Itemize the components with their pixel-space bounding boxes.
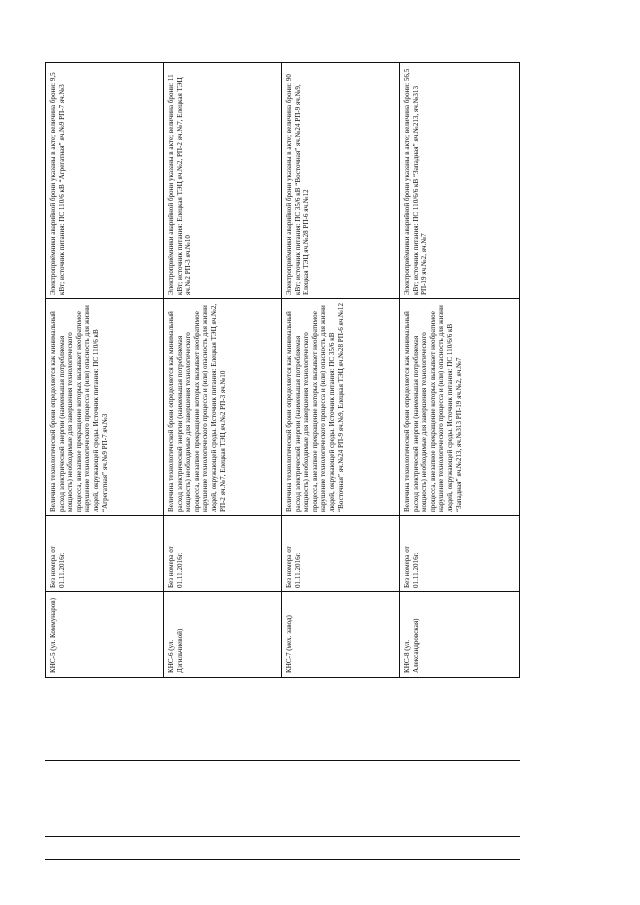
object-cell bbox=[164, 592, 281, 677]
object-cell bbox=[46, 592, 163, 677]
reserve-text: Электроприёмники аварийной брони указаны в акте; величина брони: 9,5 кВт; источник питания: ПС 110/6 кВ “Агрегатная” яч.№9 РП-7 яч.№3 bbox=[49, 72, 66, 295]
rule-line bbox=[45, 859, 520, 860]
description-cell bbox=[282, 299, 399, 516]
object-text: КНС-7 (мех. завод) bbox=[285, 615, 293, 673]
object-text: КНС-8 (ул. Александровская) bbox=[403, 618, 420, 673]
description-text: Величина технологической брони определяется как минимальный расход электрической энергии (наименьшая потребляемая мощность) необходимые для завершения технологического процесса, внезапное прекращение которых вызывает необратимое нарушение технологического процесса и (или) опасность для жизни людей, окружающей среды. Источник питания: Елецкая ТЭЦ яч.№2, РП-2 яч.№7, Елецкая ТЭЦ яч.№2 РП-3 яч.№10 bbox=[167, 303, 227, 512]
reserve-cell bbox=[282, 63, 399, 299]
object-cell bbox=[282, 592, 399, 677]
table-row bbox=[400, 63, 519, 677]
description-text: Величина технологической брони определяется как минимальный расход электрической энергии (наименьшая потребляемая мощность) необходимые для завершения технологического процесса, внезапное прекращение которых вызывает необратимое нарушение технологического процесса и (или) опасность для жизни людей, окружающей среды. Источник питания: ПС 110/6/6 кВ “Западная” яч.№213, яч.№313 РП-19 яч.№2, яч.№7 bbox=[403, 305, 463, 512]
act-text: Без номера от 01.11.2016г. bbox=[403, 546, 420, 588]
act-text: Без номера от 01.11.2016г. bbox=[167, 546, 184, 588]
reserve-cell bbox=[400, 63, 519, 299]
reserve-text: Электроприёмники аварийной брони указаны в акте; величина брони: 56,5 кВт; источник питания: ПС 110/6/6 кВ “Западная” яч.№213, яч.№313 РП-19 яч.№2, яч.№7 bbox=[403, 68, 429, 295]
act-text: Без номера от 01.11.2016г. bbox=[285, 546, 302, 588]
rule-line bbox=[45, 760, 520, 761]
description-text: Величина технологической брони определяется как минимальный расход электрической энергии (наименьшая потребляемая мощность) необходимые для завершения технологического процесса, внезапное прекращение которых вызывает необратимое нарушение технологического процесса и (или) опасность для жизни людей, окружающей среды. Источник питания: ПС 35/6 кВ “Восточная” яч.№24 РП-9 яч.№9, Елецкая ТЭЦ яч.№28 РП-6 яч.№12 bbox=[285, 303, 345, 512]
table-row bbox=[164, 63, 282, 677]
table-row bbox=[46, 63, 164, 677]
description-text: Величина технологической брони определяется как минимальный расход электрической энергии (наименьшая потребляемая мощность) необходимые для завершения технологического процесса, внезапное прекращение которых вызывает необратимое нарушение технологического процесса и (или) опасность для жизни людей, окружающей среды. Источник питания: ПС 110/6 кВ “Агрегатная” яч.№9 РП-7 яч.№3 bbox=[49, 305, 109, 512]
table-row bbox=[282, 63, 400, 677]
reserve-cell bbox=[164, 63, 281, 299]
act-cell bbox=[400, 516, 519, 592]
object-text: КНС-6 (ул. Дзгильчиевой) bbox=[167, 628, 184, 673]
description-cell bbox=[400, 299, 519, 516]
description-cell bbox=[164, 299, 281, 516]
rule-line bbox=[45, 836, 520, 837]
act-cell bbox=[164, 516, 281, 592]
reserve-table bbox=[45, 62, 520, 678]
description-cell bbox=[46, 299, 163, 516]
act-cell bbox=[46, 516, 163, 592]
act-cell bbox=[282, 516, 399, 592]
act-text: Без номера от 01.11.2016г. bbox=[49, 546, 66, 588]
reserve-text: Электроприёмники аварийной брони указаны в акте; величина брони: 90 кВт; источник питания: ПС 35/6 кВ “Восточная” яч.№24 РП-9 яч.№9, Елецкая ТЭЦ яч.№28 РП-6 яч.№12 bbox=[285, 74, 311, 295]
object-text: КНС-5 (ул. Коммунаров) bbox=[49, 597, 57, 673]
object-cell bbox=[400, 592, 519, 677]
reserve-text: Электроприёмники аварийной брони указаны в акте; величина брони: 11 кВт; источник питания: Елецкая ТЭЦ яч.№2, РП-2 яч.№7, Елецкая ТЭЦ яч.№2 РП-3 яч.№10 bbox=[167, 74, 193, 295]
reserve-cell bbox=[46, 63, 163, 299]
